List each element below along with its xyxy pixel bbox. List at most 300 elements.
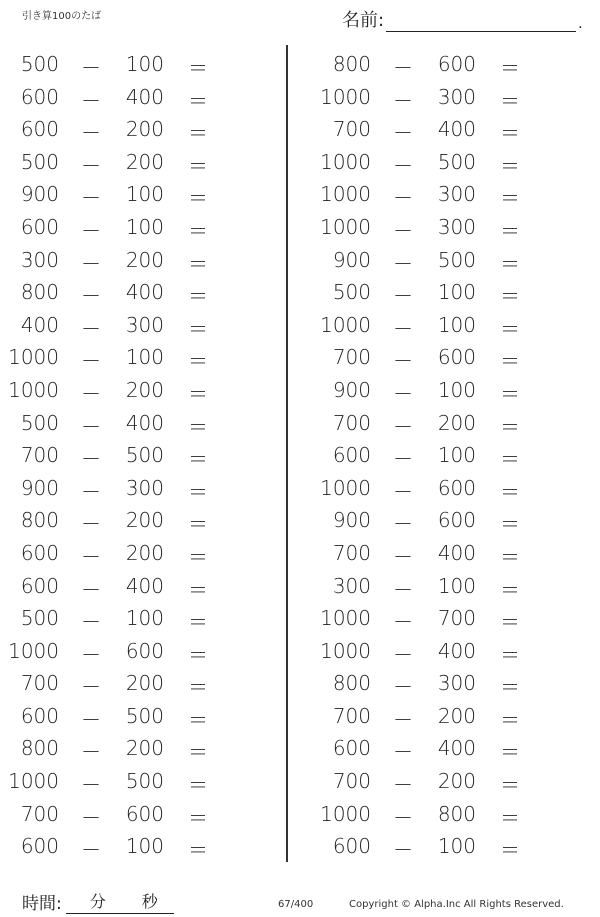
subtrahend: 600 xyxy=(125,638,164,663)
minus-sign: － xyxy=(393,56,413,80)
minus-sign: － xyxy=(393,740,413,765)
problem-row xyxy=(0,732,280,765)
answer-space[interactable] xyxy=(527,606,587,630)
minus-sign: － xyxy=(81,838,101,863)
equals-sign: ＝ xyxy=(188,544,208,569)
equals-sign: ＝ xyxy=(188,447,208,472)
subtrahend: 100 xyxy=(437,377,476,402)
problem-row xyxy=(312,48,592,81)
name-blank-line[interactable] xyxy=(386,13,576,32)
minus-sign: － xyxy=(81,642,101,667)
subtrahend: 100 xyxy=(437,312,476,337)
answer-space[interactable] xyxy=(527,117,587,141)
equals-sign: ＝ xyxy=(500,642,520,667)
problem-column-left xyxy=(0,48,280,863)
subtrahend: 400 xyxy=(437,638,476,663)
problem-row xyxy=(0,48,280,81)
problem-row xyxy=(0,407,280,440)
answer-space[interactable] xyxy=(215,574,275,598)
equals-sign: ＝ xyxy=(188,88,208,113)
subtrahend: 300 xyxy=(437,671,476,696)
subtrahend: 200 xyxy=(125,377,164,402)
subtrahend: 400 xyxy=(125,410,164,435)
subtrahend: 500 xyxy=(125,443,164,468)
subtrahend: 200 xyxy=(125,247,164,272)
answer-space[interactable] xyxy=(215,411,275,435)
answer-space[interactable] xyxy=(527,215,587,239)
equals-sign: ＝ xyxy=(500,577,520,602)
problem-row xyxy=(0,667,280,700)
minus-sign: － xyxy=(393,414,413,439)
minus-sign: － xyxy=(393,838,413,863)
answer-space[interactable] xyxy=(215,150,275,174)
minus-sign: － xyxy=(393,447,413,472)
equals-sign: ＝ xyxy=(500,56,520,80)
equals-sign: ＝ xyxy=(188,479,208,504)
subtrahend: 400 xyxy=(125,280,164,305)
minuend: 1000 xyxy=(8,769,59,794)
problem-row xyxy=(0,798,280,831)
problem-row xyxy=(312,309,592,342)
worksheet-title: 引き算100のたば xyxy=(22,11,102,22)
problem-row xyxy=(312,407,592,440)
problem-row xyxy=(312,570,592,603)
problem-row xyxy=(312,113,592,146)
minus-sign: － xyxy=(393,251,413,276)
equals-sign: ＝ xyxy=(500,251,520,276)
answer-space[interactable] xyxy=(215,769,275,793)
answer-space[interactable] xyxy=(527,182,587,206)
answer-space[interactable] xyxy=(215,85,275,109)
answer-space[interactable] xyxy=(215,280,275,304)
subtrahend: 100 xyxy=(437,834,476,859)
subtrahend: 400 xyxy=(437,540,476,565)
answer-space[interactable] xyxy=(215,182,275,206)
answer-space[interactable] xyxy=(215,671,275,695)
answer-space[interactable] xyxy=(527,411,587,435)
minuend: 600 xyxy=(20,573,59,598)
subtrahend: 200 xyxy=(437,769,476,794)
problem-row xyxy=(312,178,592,211)
page-number: 67/400 xyxy=(278,899,314,910)
minuend: 1000 xyxy=(320,149,371,174)
minuend: 500 xyxy=(20,149,59,174)
minuend: 600 xyxy=(20,117,59,142)
minuend: 900 xyxy=(332,247,371,272)
problem-row xyxy=(312,765,592,798)
equals-sign: ＝ xyxy=(188,512,208,537)
minuend: 600 xyxy=(20,214,59,239)
subtrahend: 400 xyxy=(125,84,164,109)
name-end-mark: . xyxy=(578,16,583,32)
minus-sign: － xyxy=(393,218,413,243)
problem-row xyxy=(312,276,592,309)
equals-sign: ＝ xyxy=(500,544,520,569)
minuend: 1000 xyxy=(320,214,371,239)
problem-row xyxy=(312,146,592,179)
minus-sign: － xyxy=(393,805,413,830)
problem-row xyxy=(312,211,592,244)
subtrahend: 400 xyxy=(437,117,476,142)
answer-space[interactable] xyxy=(527,52,587,76)
answer-space[interactable] xyxy=(215,215,275,239)
minus-sign: － xyxy=(81,284,101,309)
minuend: 300 xyxy=(20,247,59,272)
equals-sign: ＝ xyxy=(500,838,520,863)
minuend: 700 xyxy=(20,443,59,468)
time-blank-line[interactable] xyxy=(66,893,174,914)
minuend: 600 xyxy=(332,834,371,859)
minuend: 1000 xyxy=(320,84,371,109)
minus-sign: － xyxy=(393,479,413,504)
answer-space[interactable] xyxy=(215,508,275,532)
problem-row xyxy=(0,341,280,374)
problem-row xyxy=(312,81,592,114)
problem-row xyxy=(312,700,592,733)
equals-sign: ＝ xyxy=(188,316,208,341)
minus-sign: － xyxy=(81,544,101,569)
subtrahend: 200 xyxy=(125,508,164,533)
minus-sign: － xyxy=(393,316,413,341)
subtrahend: 500 xyxy=(437,149,476,174)
minus-sign: － xyxy=(393,349,413,374)
equals-sign: ＝ xyxy=(500,284,520,309)
minus-sign: － xyxy=(81,740,101,765)
minuend: 1000 xyxy=(8,377,59,402)
minus-sign: － xyxy=(393,284,413,309)
answer-space[interactable] xyxy=(527,574,587,598)
answer-space[interactable] xyxy=(215,704,275,728)
minus-sign: － xyxy=(393,773,413,798)
answer-space[interactable] xyxy=(527,313,587,337)
answer-space[interactable] xyxy=(215,248,275,272)
equals-sign: ＝ xyxy=(500,381,520,406)
minuend: 600 xyxy=(20,703,59,728)
subtrahend: 600 xyxy=(437,475,476,500)
subtrahend: 100 xyxy=(125,606,164,631)
minus-sign: － xyxy=(393,707,413,732)
minus-sign: － xyxy=(81,512,101,537)
subtrahend: 800 xyxy=(437,801,476,826)
minuend: 1000 xyxy=(8,345,59,370)
answer-space[interactable] xyxy=(527,378,587,402)
subtrahend: 700 xyxy=(437,606,476,631)
minus-sign: － xyxy=(393,544,413,569)
minuend: 700 xyxy=(20,671,59,696)
minuend: 500 xyxy=(332,280,371,305)
answer-space[interactable] xyxy=(527,476,587,500)
problem-row xyxy=(312,244,592,277)
subtrahend: 300 xyxy=(125,475,164,500)
minus-sign: － xyxy=(81,447,101,472)
minuend: 800 xyxy=(20,280,59,305)
answer-space[interactable] xyxy=(527,541,587,565)
equals-sign: ＝ xyxy=(188,153,208,178)
equals-sign: ＝ xyxy=(500,414,520,439)
answer-space[interactable] xyxy=(527,736,587,760)
minuend: 1000 xyxy=(320,638,371,663)
equals-sign: ＝ xyxy=(188,56,208,80)
problem-row xyxy=(0,537,280,570)
minus-sign: － xyxy=(81,218,101,243)
problem-row xyxy=(0,146,280,179)
problem-row xyxy=(0,570,280,603)
subtrahend: 100 xyxy=(125,52,164,76)
answer-space[interactable] xyxy=(215,606,275,630)
equals-sign: ＝ xyxy=(188,610,208,635)
minus-sign: － xyxy=(81,349,101,374)
problem-row xyxy=(0,244,280,277)
problem-row xyxy=(0,635,280,668)
minus-sign: － xyxy=(393,88,413,113)
minuend: 500 xyxy=(20,52,59,76)
subtrahend: 300 xyxy=(125,312,164,337)
minuend: 1000 xyxy=(320,475,371,500)
minus-sign: － xyxy=(81,675,101,700)
minus-sign: － xyxy=(81,88,101,113)
minus-sign: － xyxy=(81,707,101,732)
minus-sign: － xyxy=(81,414,101,439)
subtrahend: 500 xyxy=(437,247,476,272)
subtrahend: 600 xyxy=(125,801,164,826)
subtrahend: 600 xyxy=(437,508,476,533)
problem-row xyxy=(0,765,280,798)
answer-space[interactable] xyxy=(215,313,275,337)
answer-space[interactable] xyxy=(527,704,587,728)
problem-row xyxy=(0,374,280,407)
minuend: 800 xyxy=(20,508,59,533)
problem-row xyxy=(0,472,280,505)
subtrahend: 200 xyxy=(125,117,164,142)
minus-sign: － xyxy=(81,479,101,504)
minus-sign: － xyxy=(393,381,413,406)
minuend: 1000 xyxy=(320,801,371,826)
equals-sign: ＝ xyxy=(500,707,520,732)
equals-sign: ＝ xyxy=(500,88,520,113)
problem-row xyxy=(312,504,592,537)
minus-sign: － xyxy=(393,577,413,602)
copyright-text: Copyright © Alpha.Inc All Rights Reserved. xyxy=(349,899,564,910)
equals-sign: ＝ xyxy=(500,447,520,472)
minuend: 700 xyxy=(332,345,371,370)
subtrahend: 500 xyxy=(125,703,164,728)
minuend: 1000 xyxy=(320,182,371,207)
subtrahend: 100 xyxy=(125,214,164,239)
subtrahend: 200 xyxy=(125,736,164,761)
equals-sign: ＝ xyxy=(188,773,208,798)
subtrahend: 300 xyxy=(437,214,476,239)
answer-space[interactable] xyxy=(527,150,587,174)
problem-row xyxy=(0,439,280,472)
minuend: 900 xyxy=(20,182,59,207)
minuend: 500 xyxy=(20,410,59,435)
subtrahend: 200 xyxy=(437,410,476,435)
minuend: 400 xyxy=(20,312,59,337)
equals-sign: ＝ xyxy=(500,121,520,146)
subtrahend: 100 xyxy=(437,573,476,598)
problem-row xyxy=(312,439,592,472)
minus-sign: － xyxy=(393,186,413,211)
minus-sign: － xyxy=(81,773,101,798)
answer-space[interactable] xyxy=(527,280,587,304)
minuend: 700 xyxy=(332,410,371,435)
equals-sign: ＝ xyxy=(188,675,208,700)
seconds-unit: 秒 xyxy=(141,892,158,911)
answer-space[interactable] xyxy=(215,834,275,858)
subtrahend: 200 xyxy=(125,540,164,565)
problem-row xyxy=(0,309,280,342)
minus-sign: － xyxy=(393,675,413,700)
answer-space[interactable] xyxy=(215,541,275,565)
minus-sign: － xyxy=(393,121,413,146)
answer-space[interactable] xyxy=(215,345,275,369)
answer-space[interactable] xyxy=(527,508,587,532)
answer-space[interactable] xyxy=(527,85,587,109)
minus-sign: － xyxy=(81,577,101,602)
equals-sign: ＝ xyxy=(188,642,208,667)
minus-sign: － xyxy=(393,153,413,178)
name-label: 名前: xyxy=(342,10,385,31)
answer-space[interactable] xyxy=(215,443,275,467)
subtrahend: 500 xyxy=(125,769,164,794)
minuend: 1000 xyxy=(320,312,371,337)
problem-row xyxy=(0,504,280,537)
column-divider xyxy=(286,45,288,862)
minus-sign: － xyxy=(393,642,413,667)
equals-sign: ＝ xyxy=(500,218,520,243)
minuend: 1000 xyxy=(8,638,59,663)
subtrahend: 100 xyxy=(437,280,476,305)
minus-sign: － xyxy=(81,610,101,635)
answer-space[interactable] xyxy=(527,802,587,826)
minuend: 900 xyxy=(20,475,59,500)
subtrahend: 300 xyxy=(437,84,476,109)
equals-sign: ＝ xyxy=(188,251,208,276)
minuend: 700 xyxy=(332,769,371,794)
equals-sign: ＝ xyxy=(500,805,520,830)
minuend: 600 xyxy=(20,84,59,109)
minuend: 300 xyxy=(332,573,371,598)
subtrahend: 200 xyxy=(125,149,164,174)
subtrahend: 100 xyxy=(125,182,164,207)
minuend: 700 xyxy=(332,540,371,565)
minuend: 900 xyxy=(332,377,371,402)
problem-row xyxy=(312,798,592,831)
minuend: 1000 xyxy=(320,606,371,631)
subtrahend: 100 xyxy=(125,345,164,370)
minus-sign: － xyxy=(81,56,101,80)
problem-row xyxy=(312,374,592,407)
subtrahend: 200 xyxy=(437,703,476,728)
equals-sign: ＝ xyxy=(188,186,208,211)
equals-sign: ＝ xyxy=(188,838,208,863)
time-label: 時間: xyxy=(22,894,62,914)
equals-sign: ＝ xyxy=(188,805,208,830)
minuend: 600 xyxy=(20,540,59,565)
minuend: 800 xyxy=(20,736,59,761)
minus-sign: － xyxy=(81,316,101,341)
problem-row xyxy=(0,602,280,635)
equals-sign: ＝ xyxy=(188,707,208,732)
problem-row xyxy=(312,830,592,863)
minus-sign: － xyxy=(393,610,413,635)
problem-row xyxy=(312,635,592,668)
problem-row xyxy=(0,830,280,863)
problem-row xyxy=(312,341,592,374)
problem-column-right xyxy=(312,48,592,863)
minus-sign: － xyxy=(81,153,101,178)
equals-sign: ＝ xyxy=(188,577,208,602)
answer-space[interactable] xyxy=(215,476,275,500)
answer-space[interactable] xyxy=(527,834,587,858)
answer-space[interactable] xyxy=(215,639,275,663)
equals-sign: ＝ xyxy=(188,284,208,309)
problem-row xyxy=(312,472,592,505)
minuend: 700 xyxy=(20,801,59,826)
minuend: 800 xyxy=(332,671,371,696)
answer-space[interactable] xyxy=(527,443,587,467)
subtrahend: 400 xyxy=(125,573,164,598)
equals-sign: ＝ xyxy=(188,121,208,146)
minus-sign: － xyxy=(81,186,101,211)
minus-sign: － xyxy=(393,512,413,537)
equals-sign: ＝ xyxy=(188,218,208,243)
equals-sign: ＝ xyxy=(500,316,520,341)
answer-space[interactable] xyxy=(527,248,587,272)
problem-row xyxy=(0,178,280,211)
answer-space[interactable] xyxy=(215,378,275,402)
problem-row xyxy=(0,276,280,309)
answer-space[interactable] xyxy=(215,802,275,826)
problem-row xyxy=(0,113,280,146)
equals-sign: ＝ xyxy=(500,349,520,374)
problem-row xyxy=(0,81,280,114)
problem-row xyxy=(0,700,280,733)
equals-sign: ＝ xyxy=(500,610,520,635)
minuend: 600 xyxy=(20,834,59,859)
answer-space[interactable] xyxy=(527,639,587,663)
problem-row xyxy=(312,602,592,635)
minuend: 900 xyxy=(332,508,371,533)
problem-row xyxy=(312,537,592,570)
subtrahend: 200 xyxy=(125,671,164,696)
minus-sign: － xyxy=(81,251,101,276)
answer-space[interactable] xyxy=(527,769,587,793)
equals-sign: ＝ xyxy=(500,740,520,765)
minutes-unit: 分 xyxy=(89,892,106,911)
minuend: 700 xyxy=(332,117,371,142)
subtrahend: 400 xyxy=(437,736,476,761)
equals-sign: ＝ xyxy=(188,414,208,439)
answer-space[interactable] xyxy=(527,671,587,695)
answer-space[interactable] xyxy=(527,345,587,369)
equals-sign: ＝ xyxy=(188,740,208,765)
name-field[interactable] xyxy=(342,6,583,32)
problem-row xyxy=(0,211,280,244)
answer-space[interactable] xyxy=(215,736,275,760)
answer-space[interactable] xyxy=(215,117,275,141)
minus-sign: － xyxy=(81,121,101,146)
equals-sign: ＝ xyxy=(500,186,520,211)
equals-sign: ＝ xyxy=(188,381,208,406)
minuend: 600 xyxy=(332,736,371,761)
subtrahend: 100 xyxy=(125,834,164,859)
minuend: 600 xyxy=(332,443,371,468)
answer-space[interactable] xyxy=(215,52,275,76)
equals-sign: ＝ xyxy=(500,512,520,537)
equals-sign: ＝ xyxy=(500,153,520,178)
problem-row xyxy=(312,667,592,700)
